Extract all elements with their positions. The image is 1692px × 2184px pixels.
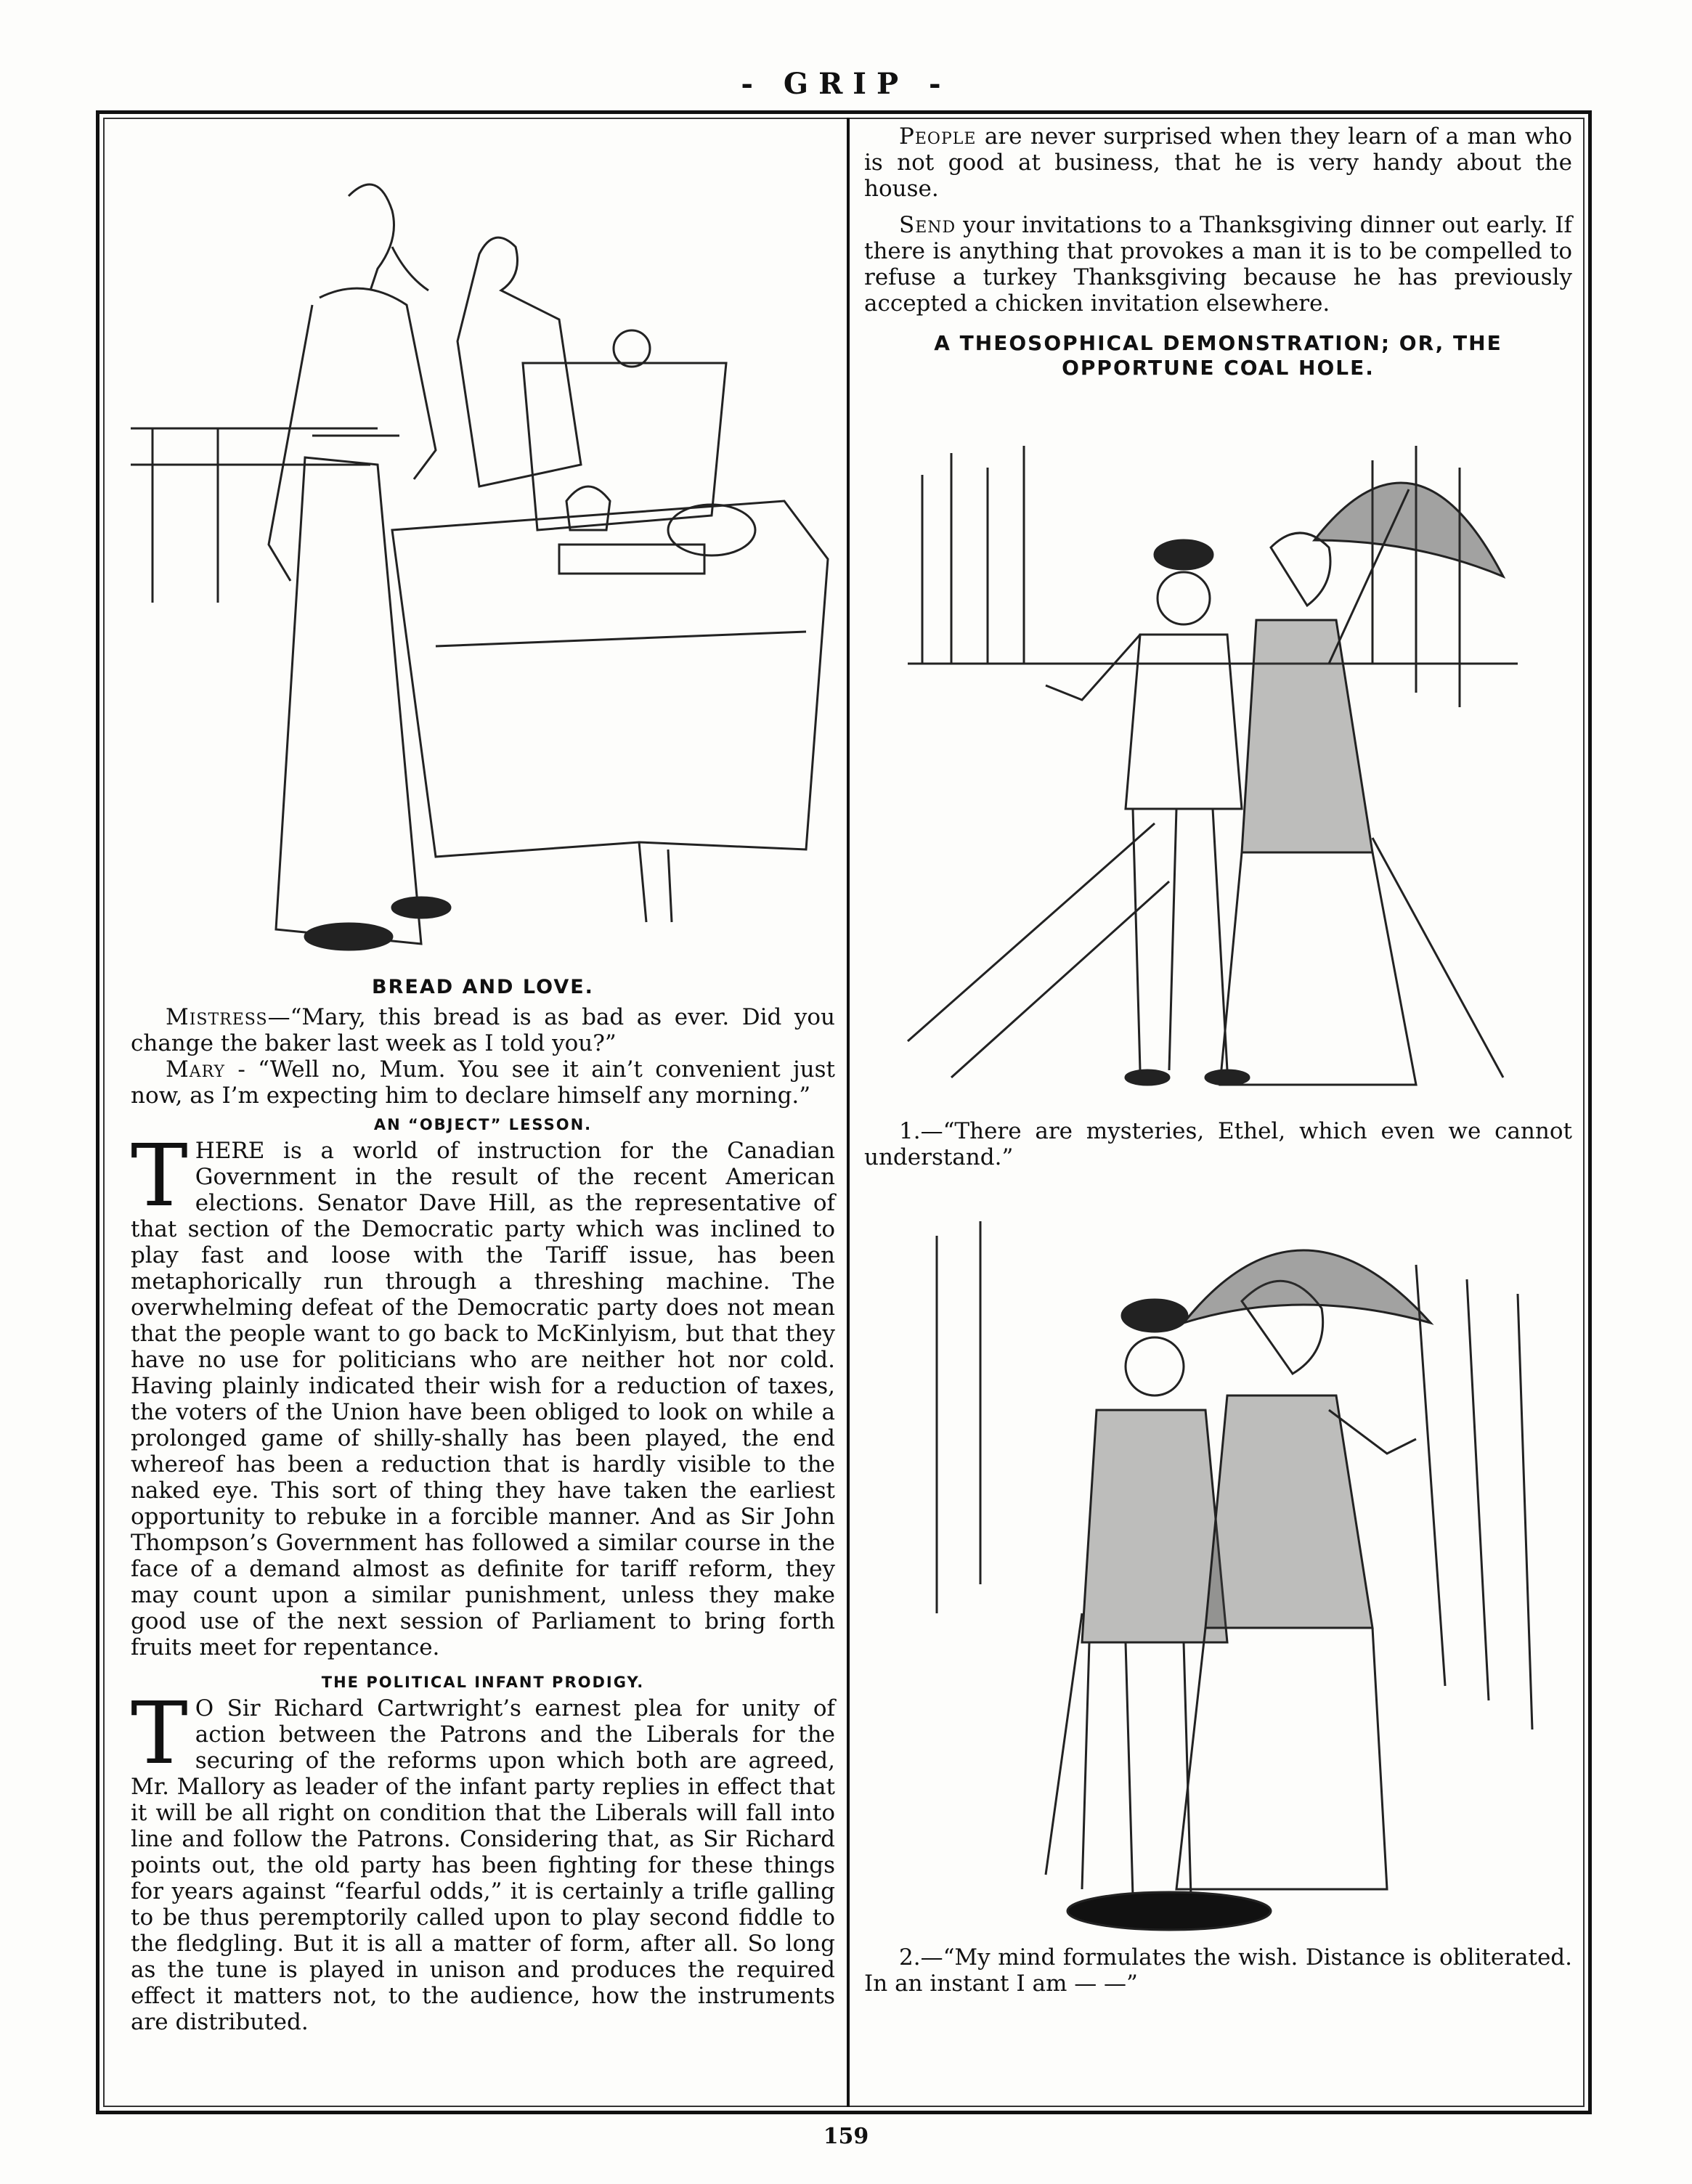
mistress-line: —“Mary, this bread is as bad as ever. Did you change the baker last week as I told you?” [131, 1004, 835, 1056]
infant-prodigy-title: THE POLITICAL INFANT PRODIGY. [321, 1674, 645, 1691]
bread-dialogue-mary [131, 1056, 835, 1109]
bread-and-love-drawing [131, 123, 835, 966]
infant-prodigy-body: TO Sir Richard Cartwright’s earnest plea for unity of action between the Patrons and the Liberals for the securing of the reforms upon which both are agreed, Mr. Mallory as leader of the infant party replies in effect that it will be all right on condition that the Liberals will fall into line and follow the Patrons. Considering that, as Sir Richard points out, the old party has been fighting for these things for years against “fearful odds,” it is certainly a trifle galling to be thus peremptorily called upon to play second fiddle to the fledgling. But it is all a matter of form, after all. So long as the tune is played in unison and produces the required effect it matters not, to the audience, how the instruments are distributed. [131, 1683, 835, 2035]
right-column [864, 123, 1572, 2001]
left-column [131, 123, 835, 2035]
caption-1: 1.—“There are mysteries, Ethel, which even we cannot understand.” [864, 1118, 1572, 1170]
bread-and-love-illustration [131, 123, 835, 966]
people-paragraph [864, 123, 1572, 202]
panel-1-drawing [864, 388, 1572, 1114]
object-lesson-title: AN “OBJECT” LESSON. [373, 1116, 593, 1133]
send-paragraph [864, 212, 1572, 317]
bread-and-love-title: BREAD AND LOVE. [372, 976, 594, 998]
theosophical-illustration-1 [864, 388, 1572, 1114]
caption-2: 2.—“My mind formulates the wish. Distance is obliterated. In an instant I am — —” [864, 1944, 1572, 1997]
speaker-mary: Mary [166, 1056, 226, 1083]
send-lead: Send [899, 212, 956, 238]
theosophical-illustration-2 [864, 1178, 1572, 1940]
masthead: - GRIP - [741, 67, 951, 101]
people-lead: People [899, 123, 977, 150]
theosophical-title: A THEOSOPHICAL DEMONSTRATION; OR, THE OPPORTUNE COAL HOLE. [934, 331, 1502, 380]
mary-line: - “Well no, Mum. You see it ain’t convenient just now, as I’m expecting him to declare himself any morning.” [131, 1056, 835, 1109]
people-text: are never surprised when they learn of a man who is not good at business, that he is very handy about the house. [864, 123, 1572, 202]
page-number: 159 [823, 2124, 869, 2149]
panel-2-drawing [864, 1178, 1572, 1940]
bread-dialogue-mistress [131, 1004, 835, 1056]
send-text: your invitations to a Thanksgiving dinner out early. If there is anything that provokes a man it is to be compelled to refuse a turkey Thanksgiving because he has previously accepted a chicken invitation elsewhere. [864, 212, 1572, 317]
speaker-mistress: Mistress [166, 1004, 268, 1030]
column-rule [847, 118, 850, 2107]
object-lesson-body: THERE is a world of instruction for the Canadian Government in the result of the recent American elections. Senator Dave Hill, as the representative of that section of the Democratic party which was inclined to play fast and loose with the Tariff issue, has been metaphorically run through a threshing machine. The overwhelming defeat of the Democratic party does not mean that the people want to go back to McKinlyism, but that they have no use for politicians who are neither hot nor cold. Having plainly indicated their wish for a reduction of taxes, the voters of the Union have been obliged to look on while a prolonged game of shilly-shally has been played, the end whereof has been a reduction that is hardly visible to the naked eye. This sort of thing they have taken the earliest opportunity to rebuke in a forcible manner. And as Sir John Thompson’s Government has followed a similar course in the face of a demand almost as definite for tariff reform, they may count upon a similar punishment, unless they make good use of the next session of Parliament to bring forth fruits meet for repentance. [131, 1125, 835, 1661]
